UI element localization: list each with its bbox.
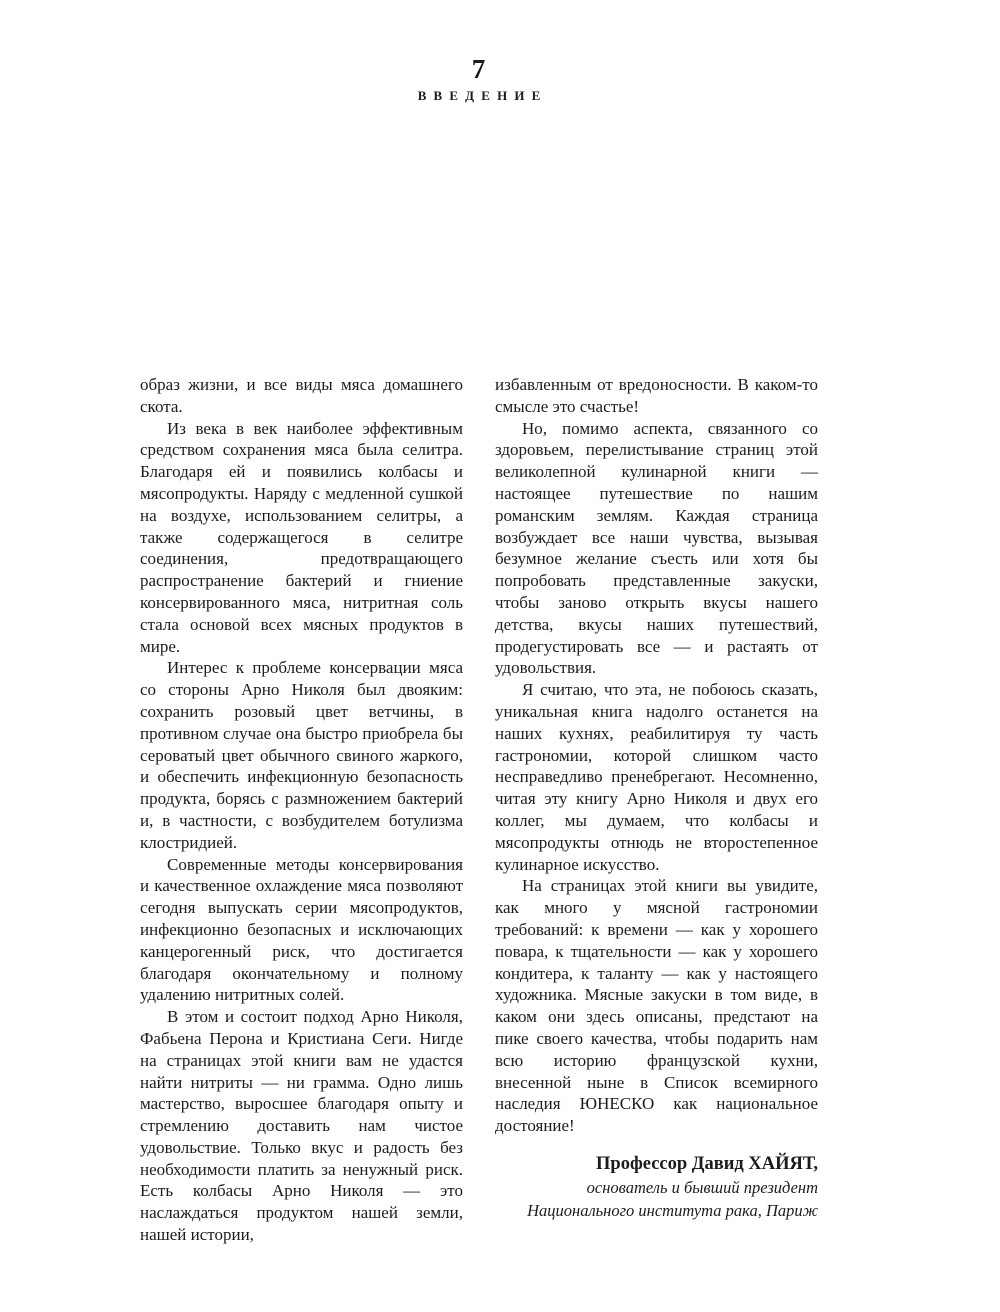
signature-affiliation: Национального института рака, Париж	[527, 1200, 818, 1220]
paragraph: Но, помимо аспекта, связанного со здоровьем, перелистывание страниц этой великолепной кулинарной книги — настоящее путешествие по нашим романским землям. Каждая страница возбуждает все наши чувства, вызывая безумное желание съесть или хотя бы попробовать представленные закуски, чтобы заново открыть вкусы нашего детства, вкусы наших путешествий, продегустировать все — и растаять от удовольствия.	[495, 418, 818, 678]
signature-name: Профессор Давид ХАЙЯТ,	[596, 1153, 818, 1174]
paragraph: Из века в век наиболее эффективным средством сохранения мяса была селитра. Благодаря ей и появились колбасы и мясопродукты. Наряду с медленной сушкой на воздухе, использованием селитры, а также содержащегося в селитре соединения, предотвращающего распространение бактерий и гниение консервированного мяса, нитритная соль стала основой всех мясных продуктов в мире.	[140, 418, 463, 656]
text-block	[140, 374, 818, 1246]
left-column	[140, 374, 463, 1246]
paragraph: Интерес к проблеме консервации мяса со стороны Арно Николя был двояким: сохранить розовый цвет ветчины, в противном случае она быстро приобрела бы сероватый цвет обычного свиного жаркого, и обеспечить инфекционную безопасность продукта, борясь с размножением бактерий и, в частности, с возбудителем ботулизма клостридией.	[140, 658, 463, 852]
paragraph: В этом и состоит подход Арно Николя, Фабьена Перона и Кристиана Сеги. Нигде на страницах этой книги вам не удастся найти нитриты — ни грамма. Одно лишь мастерство, выросшее благодаря опыту и стремлению доставить нам чистое удовольствие. Только вкус и радость без необходимости платить за ненужный риск. Есть колбасы Арно Николя — это наслаждаться продуктом нашей земли, нашей истории,	[140, 1007, 463, 1245]
page-header	[140, 54, 818, 104]
paragraph: На страницах этой книги вы увидите, как много у мясной гастрономии требований: к времени — как у хорошего повара, к тщательности — как у хорошего кондитера, к таланту — как у настоящего художника. Мясные закуски в том виде, в каком они здесь описаны, предстают на пике своего качества, чтобы подарить нам всю историю французской кухни, внесенной ныне в Список всемирного наследия ЮНЕСКО как национальное достояние!	[495, 876, 818, 1136]
section-title: ВВЕДЕНИЕ	[417, 88, 548, 103]
paragraph: избавленным от вредоносности. В каком-то смысле это счастье!	[495, 375, 818, 416]
right-column	[495, 374, 818, 1246]
page-number: 7	[471, 54, 487, 84]
paragraph: Я считаю, что эта, не побоюсь сказать, уникальная книга надолго останется на наших кухнях, реабилитируя ту часть гастрономии, которой слишком часто несправедливо пренебрегают. Несомненно, читая эту книгу Арно Николя и двух его коллег, мы думаем, что колбасы и мясопродукты отнюдь не второстепенное кулинарное искусство.	[495, 680, 818, 874]
signature-role: основатель и бывший президент	[586, 1177, 818, 1197]
signature-block	[495, 1152, 818, 1222]
paragraph: Современные методы консервирования и качественное охлаждение мяса позволяют сегодня выпускать серии мясопродуктов, инфекционно безопасных и исключающих канцерогенный риск, что достигается благодаря окончательному и полному удалению нитритных солей.	[140, 854, 463, 1005]
paragraph: образ жизни, и все виды мяса домашнего скота.	[140, 375, 463, 416]
